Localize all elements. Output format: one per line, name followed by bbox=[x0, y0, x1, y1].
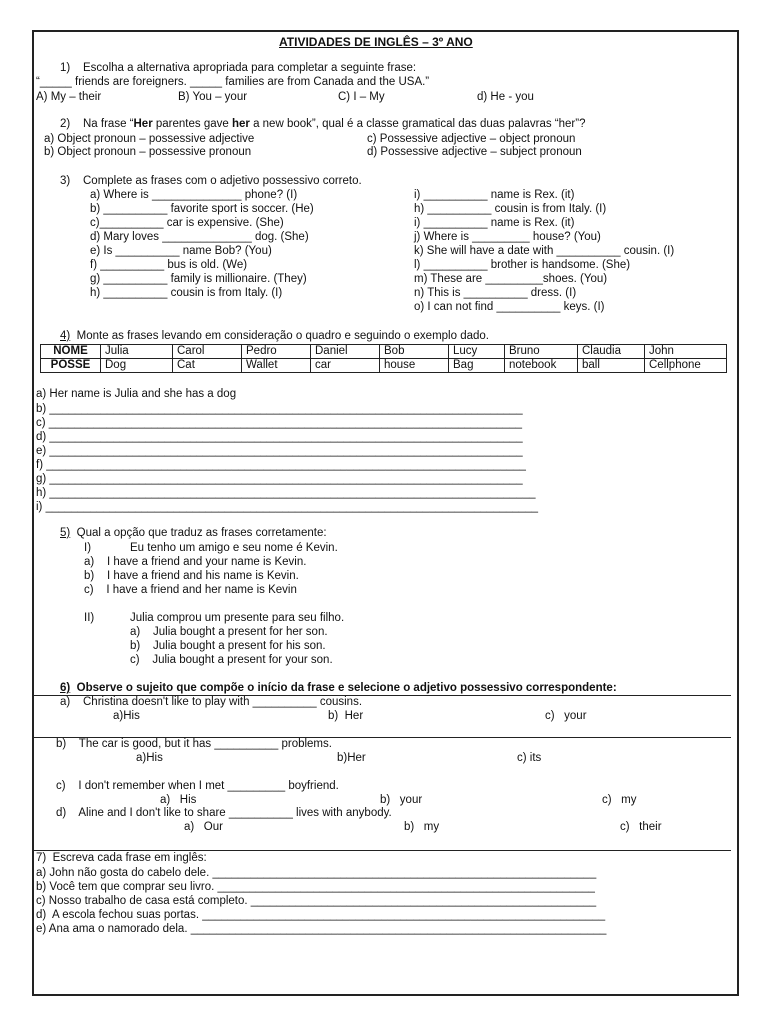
table-cell: notebook bbox=[505, 359, 578, 373]
q6-c-option-a[interactable]: a) His bbox=[160, 794, 197, 806]
table-cell: Wallet bbox=[242, 359, 311, 373]
table-cell: Cat bbox=[173, 359, 242, 373]
q5-i-option-a[interactable]: a) I have a friend and your name is Kevin. bbox=[84, 556, 307, 568]
divider bbox=[34, 850, 731, 851]
q2-option-c[interactable]: c) Possessive adjective – object pronoun bbox=[367, 133, 576, 145]
q3-item[interactable]: h) __________ cousin is from Italy. (I) bbox=[414, 203, 607, 215]
translation-item[interactable]: c) Nosso trabalho de casa está completo. ______________________________________________________ bbox=[36, 895, 597, 907]
q6-d-option-b[interactable]: b) my bbox=[404, 821, 440, 833]
q6-a-sentence: a) Christina doesn't like to play with __________ cousins. bbox=[60, 696, 363, 708]
translation-item[interactable]: e) Ana ama o namorado dela. _________________________________________________________________ bbox=[36, 923, 607, 935]
q3-item[interactable]: n) This is __________ dress. (I) bbox=[414, 287, 577, 299]
q5-i-label: I) bbox=[84, 542, 92, 554]
table-cell: Bob bbox=[380, 345, 449, 359]
q3-item[interactable]: f) __________ bus is old. (We) bbox=[90, 259, 248, 271]
table-cell: Lucy bbox=[449, 345, 505, 359]
q3-item[interactable]: c)__________ car is expensive. (She) bbox=[90, 217, 284, 229]
q1-option-a[interactable]: A) My – their bbox=[36, 91, 102, 103]
table-cell: Bruno bbox=[505, 345, 578, 359]
q5-i-sentence: Eu tenho um amigo e seu nome é Kevin. bbox=[130, 542, 338, 554]
table-header-posse: POSSE bbox=[41, 359, 101, 373]
q6-c-option-c[interactable]: c) my bbox=[602, 794, 637, 806]
q3-item[interactable]: i) __________ name is Rex. (it) bbox=[414, 217, 575, 229]
table-cell: Julia bbox=[101, 345, 173, 359]
q3-item[interactable]: i) __________ name is Rex. (it) bbox=[414, 189, 575, 201]
table-cell: Dog bbox=[101, 359, 173, 373]
table-row-nome bbox=[41, 345, 727, 359]
q5-ii-option-a[interactable]: a) Julia bought a present for her son. bbox=[130, 626, 328, 638]
translation-item[interactable]: d) A escola fechou suas portas. _______________________________________________________________ bbox=[36, 909, 606, 921]
table-cell: car bbox=[311, 359, 380, 373]
q1-option-b[interactable]: B) You – your bbox=[178, 91, 248, 103]
q5-ii-option-c[interactable]: c) Julia bought a present for your son. bbox=[130, 654, 333, 666]
translation-item[interactable]: a) John não gosta do cabelo dele. ____________________________________________________________ bbox=[36, 867, 597, 879]
q3-item[interactable]: o) I can not find __________ keys. (I) bbox=[414, 301, 605, 313]
q6-a-option-a[interactable]: a)His bbox=[113, 710, 140, 722]
answer-line[interactable]: d) __________________________________________________________________________ bbox=[36, 431, 523, 443]
q3-prompt: 3) Complete as frases com o adjetivo possessivo correto. bbox=[60, 175, 362, 187]
table-cell: ball bbox=[578, 359, 645, 373]
q5-i-option-c[interactable]: c) I have a friend and her name is Kevin bbox=[84, 584, 297, 596]
owner-table bbox=[40, 344, 727, 373]
q4-prompt: 4) Monte as frases levando em consideração o quadro e seguindo o exemplo dado. bbox=[60, 330, 489, 342]
q5-ii-label: II) bbox=[84, 612, 95, 624]
q6-d-option-a[interactable]: a) Our bbox=[184, 821, 223, 833]
table-cell: John bbox=[645, 345, 727, 359]
q6-a-option-c[interactable]: c) your bbox=[545, 710, 587, 722]
q6-d-sentence: d) Aline and I don't like to share __________ lives with anybody. bbox=[56, 807, 392, 819]
table-cell: Carol bbox=[173, 345, 242, 359]
q1-sentence: “_____ friends are foreigners. _____ families are from Canada and the USA.” bbox=[36, 76, 430, 88]
q3-item[interactable]: d) Mary loves ______________ dog. (She) bbox=[90, 231, 309, 243]
answer-line[interactable]: c) __________________________________________________________________________ bbox=[36, 417, 523, 429]
q6-d-option-c[interactable]: c) their bbox=[620, 821, 662, 833]
q2-option-b[interactable]: b) Object pronoun – possessive pronoun bbox=[44, 146, 252, 158]
q3-item[interactable]: g) __________ family is millionaire. (They) bbox=[90, 273, 307, 285]
q3-item[interactable]: a) Where is ______________ phone? (I) bbox=[90, 189, 298, 201]
q3-item[interactable]: e) Is __________ name Bob? (You) bbox=[90, 245, 272, 257]
table-header-nome: NOME bbox=[41, 345, 101, 359]
q5-i-option-b[interactable]: b) I have a friend and his name is Kevin. bbox=[84, 570, 299, 582]
q3-item[interactable]: h) __________ cousin is from Italy. (I) bbox=[90, 287, 283, 299]
answer-line[interactable]: g) __________________________________________________________________________ bbox=[36, 473, 523, 485]
q2-option-d[interactable]: d) Possessive adjective – subject pronoun bbox=[367, 146, 582, 158]
q6-b-option-b[interactable]: b)Her bbox=[337, 752, 366, 764]
q1-option-c[interactable]: C) I – My bbox=[338, 91, 385, 103]
table-cell: Bag bbox=[449, 359, 505, 373]
q3-item[interactable]: k) She will have a date with __________ cousin. (I) bbox=[414, 245, 675, 257]
table-cell: Daniel bbox=[311, 345, 380, 359]
translation-item[interactable]: b) Você tem que comprar seu livro. ___________________________________________________________ bbox=[36, 881, 595, 893]
answer-line[interactable]: b) __________________________________________________________________________ bbox=[36, 403, 523, 415]
q3-item[interactable]: l) __________ brother is handsome. (She) bbox=[414, 259, 631, 271]
answer-line[interactable]: f) ___________________________________________________________________________ bbox=[36, 459, 526, 471]
table-cell: Cellphone bbox=[645, 359, 727, 373]
q5-ii-sentence: Julia comprou um presente para seu filho. bbox=[130, 612, 345, 624]
answer-line[interactable]: e) __________________________________________________________________________ bbox=[36, 445, 523, 457]
q3-item[interactable]: j) Where is _________ house? (You) bbox=[414, 231, 601, 243]
q6-c-option-b[interactable]: b) your bbox=[380, 794, 423, 806]
q7-prompt: 7) Escreva cada frase em inglês: bbox=[36, 852, 207, 864]
page-title: ATIVIDADES DE INGLÊS – 3º ANO bbox=[279, 35, 473, 49]
table-row-posse bbox=[41, 359, 727, 373]
answer-line[interactable]: i) _____________________________________________________________________________ bbox=[36, 501, 539, 513]
table-cell: house bbox=[380, 359, 449, 373]
q1-option-d[interactable]: d) He - you bbox=[477, 91, 534, 103]
answer-line[interactable]: h) ____________________________________________________________________________ bbox=[36, 487, 536, 499]
q3-item[interactable]: b) __________ favorite sport is soccer. (He) bbox=[90, 203, 314, 215]
q2-prompt: 2) Na frase “Her parentes gave her a new book”, qual é a classe gramatical das duas palavras “her”? bbox=[60, 118, 586, 130]
q4-example: a) Her name is Julia and she has a dog bbox=[36, 388, 237, 400]
q6-b-option-a[interactable]: a)His bbox=[136, 752, 163, 764]
table-cell: Pedro bbox=[242, 345, 311, 359]
q6-b-sentence: b) The car is good, but it has __________ problems. bbox=[56, 738, 332, 750]
q5-prompt: 5) Qual a opção que traduz as frases corretamente: bbox=[60, 527, 327, 539]
q5-ii-option-b[interactable]: b) Julia bought a present for his son. bbox=[130, 640, 326, 652]
q1-prompt: 1) Escolha a alternativa apropriada para completar a seguinte frase: bbox=[60, 62, 417, 74]
q6-a-option-b[interactable]: b) Her bbox=[328, 710, 364, 722]
q2-option-a[interactable]: a) Object pronoun – possessive adjective bbox=[44, 133, 255, 145]
table-cell: Claudia bbox=[578, 345, 645, 359]
q6-c-sentence: c) I don't remember when I met _________ boyfriend. bbox=[56, 780, 339, 792]
q6-prompt: 6) Observe o sujeito que compõe o início da frase e selecione o adjetivo possessivo correspondente: bbox=[60, 682, 617, 694]
q3-item[interactable]: m) These are _________shoes. (You) bbox=[414, 273, 608, 285]
q6-b-option-c[interactable]: c) its bbox=[517, 752, 542, 764]
